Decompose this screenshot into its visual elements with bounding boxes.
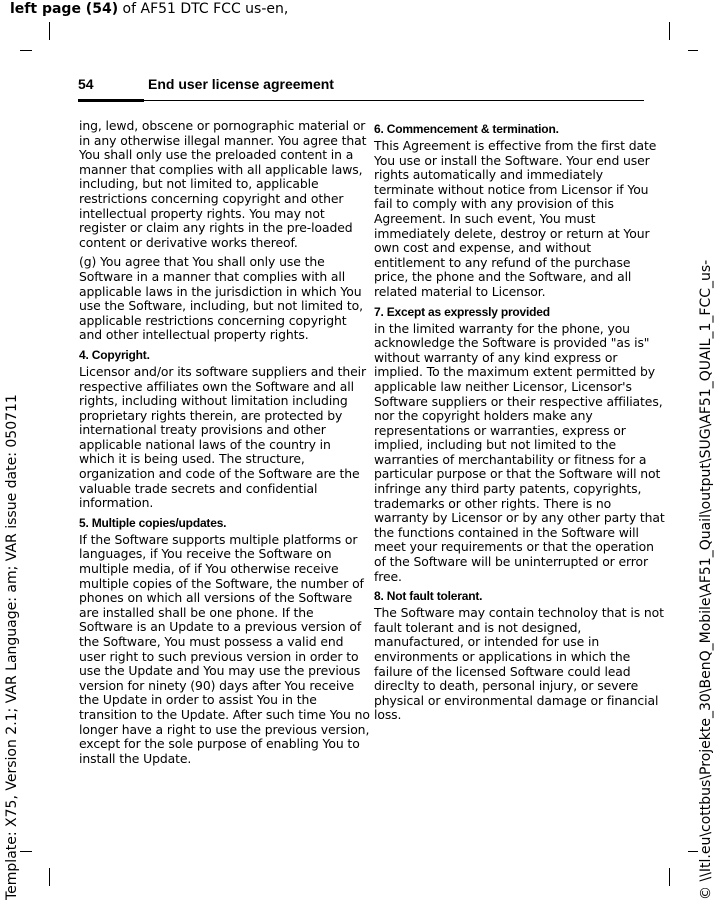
left-column — [79, 119, 370, 771]
section-heading: 8. Not fault tolerant. — [374, 589, 483, 604]
paragraph: This Agreement is effective from the first date You use or install the Software. Your end user rights automatically and immediately terminate without notice from Licensor if You fail to comply with any provision of this Agreement. In such event, You must immediately delete, destroy or return at Your own cost and expense, and without entitlement to any refund of the purchase price, the phone and the Software, and all related material to Licensor. — [374, 138, 657, 299]
section-heading: 7. Except as expressly provided — [374, 304, 550, 319]
template-sidebar — [2, 40, 22, 900]
crop-mark — [688, 50, 698, 51]
page-title: End user license agreement — [148, 76, 334, 92]
paragraph: (g) You agree that You shall only use the Software in a manner that complies with all applicable laws in the jurisdiction in which You use the Software, including, but not limited to, applicable restrictions concerning copyright and other intellectual property rights. — [79, 254, 363, 343]
paragraph: ing, lewd, obscene or pornographic material or in any otherwise illegal manner. You agree that You shall only use the preloaded content in a manner that complies with all applicable laws, including, but not limited to, applicable restrictions concerning copyright and other intellectual property rights. You may not register or claim any rights in the pre-loaded content or derivative works thereof. — [79, 118, 367, 250]
crop-mark — [49, 868, 50, 886]
crop-mark — [669, 868, 670, 886]
crop-mark — [669, 22, 670, 40]
source-line-bold: left page (54) — [10, 1, 119, 17]
template-info: Template: X75, Version 2.1; VAR Language: am; VAR issue date: 050711 — [4, 394, 20, 900]
crop-mark — [20, 851, 32, 852]
crop-mark — [20, 50, 32, 51]
section-heading: 4. Copyright. — [79, 347, 150, 362]
crop-mark — [49, 22, 50, 40]
section-heading: 6. Commencement & termination. — [374, 122, 559, 136]
paragraph: Licensor and/or its software suppliers and their respective affiliates own the Software and all rights, including without limitation including proprietary rights therein, are protected by international treaty provisions and other applicable national laws of the country in which it is being used. The structure, organization and code of the Software are the valuable trade secrets and confidential information. — [79, 363, 367, 511]
page-number: 54 — [78, 76, 94, 92]
paragraph: The Software may contain technoloy that is not fault tolerant and is not designed, manufactured, or intended for use in environments or applications in which the failure of the licensed Software could lead direclty to death, personal injury, or severe physical or environmental damage or financial loss. — [374, 605, 664, 723]
path-sidebar — [696, 40, 716, 900]
paragraph: in the limited warranty for the phone, you acknowledge the Software is provided "as is" without warranty of any kind express or implied. To the maximum extent permitted by applicable law neither Licensor, Licensor's Software suppliers or their respective affiliates, nor the copyright holders make any representations or warranties, express or implied, including but not limited to the warranties of merchantability or fitness for a particular purpose or that the Software will not infringe any third party patents, copyrights, trademarks or other rights. There is no warranty by Licensor or by any other party that the functions contained in the Software will meet your requirements or that the operation of the Software will be uninterrupted or error free. — [374, 320, 665, 584]
right-column — [374, 119, 665, 728]
paragraph: If the Software supports multiple platforms or languages, if You receive the Software on multiple media, of if You otherwise receive multiple copies of the Software, the number of phones on which all versions of the Software are installed shall be one phone. If the Software is an Update to a previous version of the Software, You must possess a valid end user right to such previous version in order to use the Update and You may use the previous version for ninety (90) days after You receive the Update in order to assist You in the transition to the Update. After such time You no longer have a right to use the previous version, except for the sole purpose of enabling You to install the Update. — [79, 531, 370, 766]
header-rule — [144, 100, 644, 101]
source-line-rest: of AF51 DTC FCC us-en, — [118, 1, 289, 17]
crop-mark — [688, 851, 698, 852]
header-rule-accent — [78, 99, 144, 102]
source-line — [10, 0, 288, 18]
section-heading: 5. Multiple copies/updates. — [79, 515, 227, 530]
file-path: © \\Itl.eu\cottbus\Projekte_30\BenQ_Mobile\AF51_Quail\output\SUG\AF51_QUAIL_1_FCC_us- — [698, 259, 714, 900]
